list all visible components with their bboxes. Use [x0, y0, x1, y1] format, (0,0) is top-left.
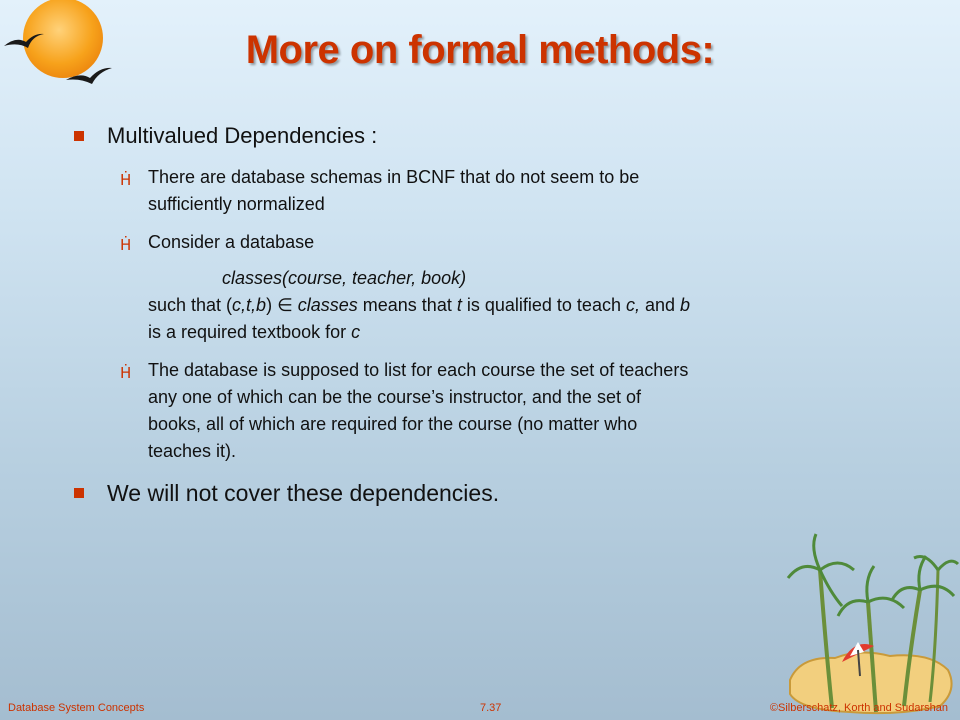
h-bullet-icon: Ḣ: [120, 171, 132, 189]
h-bullet-icon: Ḣ: [120, 236, 132, 254]
sub-bullet-list: [72, 357, 882, 465]
sub-bullet-line: [148, 292, 882, 319]
schema-text: classes(course, teacher, book): [222, 268, 467, 288]
slide-content: [72, 122, 882, 507]
sub-bullet-line: books, all of which are required for the course (no matter who: [148, 414, 638, 434]
sub-bullet-line: There are database schemas in BCNF that do not seem to be: [148, 167, 640, 187]
footer-copyright: ©Silberschatz, Korth and Sudarshan: [769, 702, 948, 714]
text-run-italic: b: [680, 295, 691, 315]
text-run: and: [639, 295, 681, 315]
text-run: such that (: [148, 295, 233, 315]
page-title: More on formal methods:: [245, 28, 715, 72]
text-run: is a required textbook for: [148, 322, 352, 342]
sub-bullet-line: teaches it).: [148, 441, 237, 461]
footer-page-number: 7.37: [480, 702, 502, 714]
sub-bullet-line: any one of which can be the course’s instructor, and the set of: [148, 387, 641, 407]
element-of-symbol: ∈: [277, 295, 293, 315]
text-run: is qualified to teach: [461, 295, 626, 315]
footer-course: Database System Concepts: [8, 702, 145, 714]
sub-bullet-line: The database is supposed to list for each course the set of teachers: [148, 360, 689, 380]
sub-bullet-line: Consider a database: [148, 232, 315, 252]
text-run: ): [266, 295, 278, 315]
h-bullet-icon: Ḣ: [120, 364, 132, 382]
sub-bullet-line: [148, 319, 882, 346]
island-palms-icon: [780, 530, 960, 720]
text-run-italic: c: [351, 322, 361, 342]
bullet-multivalued: [72, 122, 882, 150]
bullet-label: We will not cover these dependencies.: [107, 480, 500, 506]
text-run-italic: t: [456, 295, 462, 315]
square-bullet-icon: [74, 488, 84, 498]
sub-bullet-line: sufficiently normalized: [148, 194, 325, 214]
sub-bullet-consider: [72, 229, 882, 346]
text-run: means that: [357, 295, 457, 315]
schema-line: [148, 265, 882, 292]
square-bullet-icon: [74, 131, 84, 141]
text-run-italic: c,: [625, 295, 640, 315]
sub-bullet-bcnf: [72, 164, 882, 218]
text-run-italic: c,t,b: [232, 295, 267, 315]
bullet-label: Multivalued Dependencies :: [107, 123, 378, 148]
bullet-not-cover: [72, 479, 882, 507]
text-run-italic: classes: [292, 295, 358, 315]
